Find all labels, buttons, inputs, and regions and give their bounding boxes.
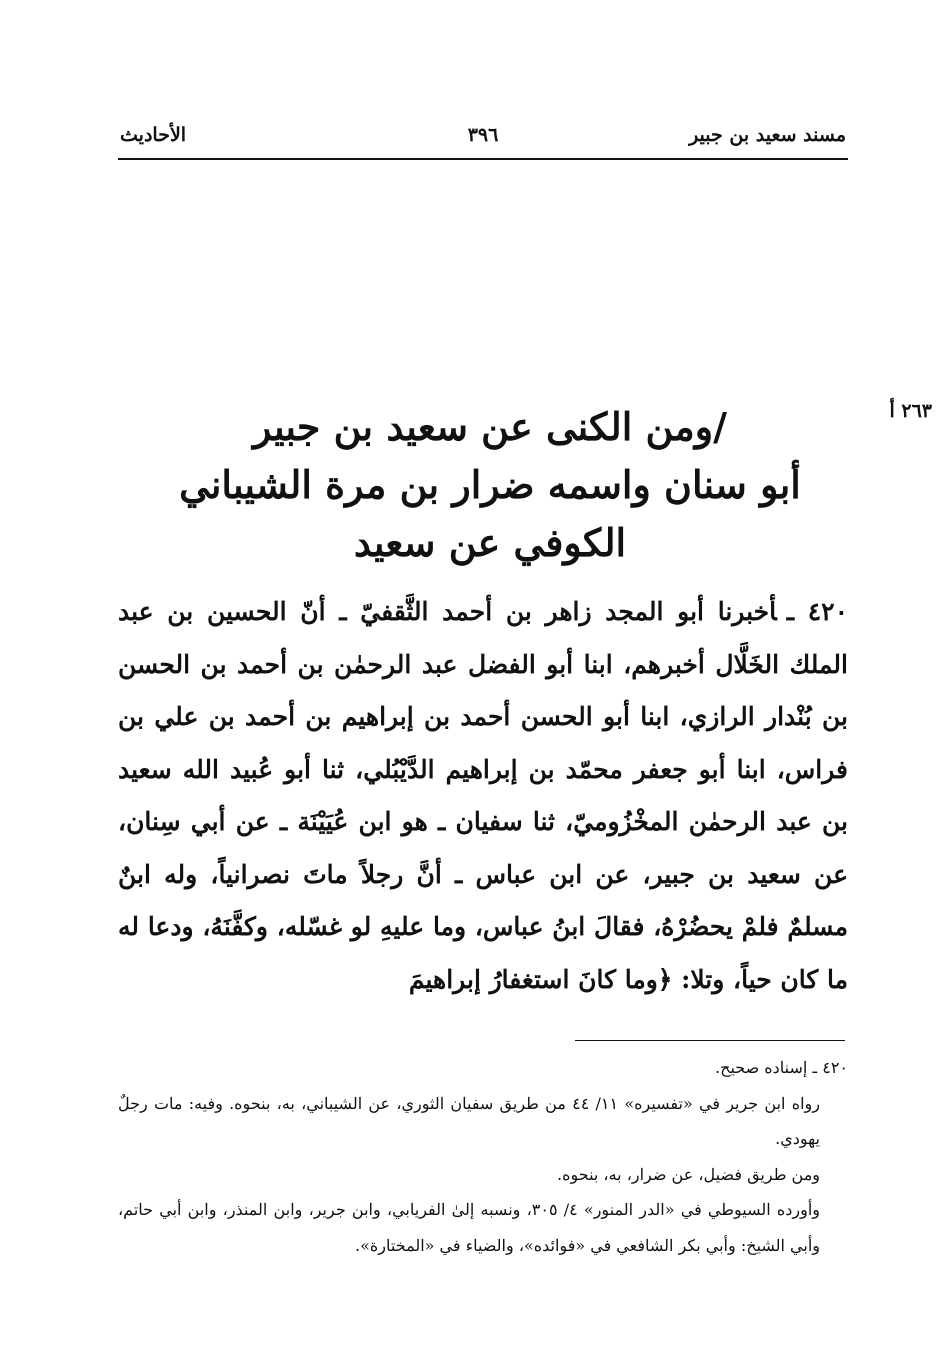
running-header xyxy=(118,118,848,160)
header-section-name: الأحاديث xyxy=(120,124,187,146)
header-book-title: مسند سعيد بن جبير xyxy=(689,124,846,146)
manuscript-folio-note: ٢٦٣ أ xyxy=(889,400,932,422)
section-title-line-1: /ومن الكنى عن سعيد بن جبير xyxy=(253,404,727,449)
footnote-paragraph: رواه ابن جرير في «تفسيره» ١١/ ٤٤ من طريق سفيان الثوري، عن الشيباني، به، بنحوه. وفيه: مات رجلٌ يهودي. xyxy=(118,1093,821,1148)
footnotes xyxy=(118,1050,848,1263)
section-title-line-3: الكوفي عن سعيد xyxy=(353,520,627,565)
footnote-divider xyxy=(575,1040,845,1041)
footnote-lead: ٤٢٠ ـ إسناده صحيح. xyxy=(715,1058,848,1077)
hadith-text: أخبرنا أبو المجد زاهر بن أحمد الثَّقفيّ ـ أنّ الحسين بن عبد الملك الخَلَّال أخبرهم، ابنا أبو الفضل عبد الرحمٰن بن أحمد بن الحسن بن بُنْدار الرازي، ابنا أبو الحسن أحمد بن إبراهيم بن أحمد بن علي بن فراس، ابنا أبو جعفر محمّد بن إبراهيم الدَّيْبُلي، ثنا أبو عُبيد الله سعيد بن عبد الرحمٰن المخْزُوميّ، ثنا سفيان ـ هو ابن عُيَيْنَة ـ عن أبي سِنان، عن سعيد بن جبير، عن ابن عباس ـ أنَّ رجلاً ماتَ نصرانياً، وله ابنٌ مسلمٌ فلمْ يحضُرْهُ، فقالَ ابنُ عباس، وما عليهِ لو غسّله، وكفَّنَهُ، ودعا له ما كان حياً، وتلا: ﴿وما كانَ استغفارُ إبراهيمَ xyxy=(118,597,848,994)
hadith-number: ٤٢٠ ـ xyxy=(786,597,849,626)
hadith-paragraph xyxy=(118,586,848,1006)
section-title-line-2: أبو سنان واسمه ضرار بن مرة الشيباني xyxy=(179,462,801,507)
footnote-paragraph: وأورده السيوطي في «الدر المنور» ٤/ ٣٠٥، ونسبه إلىٰ الفريابي، وابن جرير، وابن المنذر، وابن أبي حاتم، وأبي الشيخ: وأبي بكر الشافعي في «فوائده»، والضياء في «المختارة». xyxy=(118,1200,821,1255)
header-page-number: ٣٩٦ xyxy=(467,124,499,146)
footnote-paragraph: ومن طريق فضيل، عن ضرار، به، بنحوه. xyxy=(557,1164,820,1184)
section-title xyxy=(140,398,840,572)
